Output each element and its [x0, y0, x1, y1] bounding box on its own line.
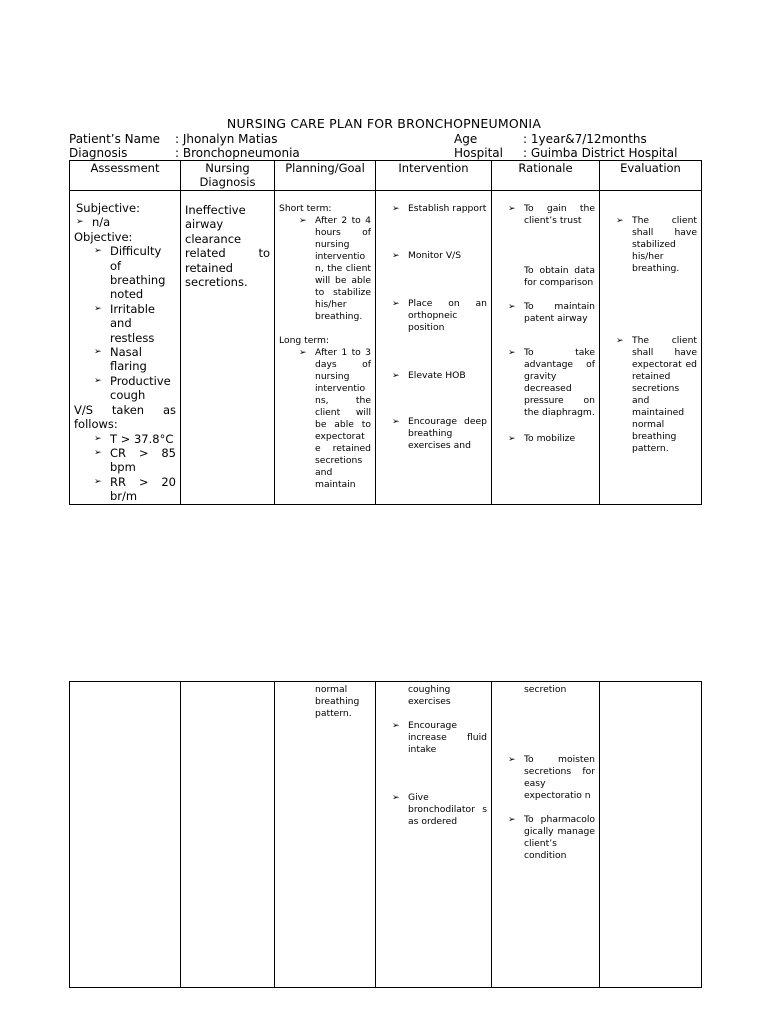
list-item: ➢ CR > 85 bpm: [94, 445, 176, 475]
list-item: ➢ Productive cough: [94, 373, 171, 403]
patient-name-label: Patient’s Name: [69, 132, 161, 146]
evaluation-cell-cont: [600, 682, 702, 988]
intervention-cell: [376, 191, 492, 505]
vs-label: V/S taken as follows:: [74, 402, 176, 432]
planning-cell: [275, 191, 376, 505]
header-rationale: Rationale: [492, 161, 600, 191]
age-value: : 1year&7/12months: [523, 132, 647, 146]
assessment-cell-cont: [70, 682, 181, 988]
list-item: To obtain data for comparison: [524, 265, 595, 288]
list-item: ➢ To take advantage of gravity decreased pressure on the diaphragm.: [508, 347, 595, 418]
evaluation-cell: [600, 191, 702, 505]
list-item: ➢ Irritable and restless: [94, 301, 155, 345]
list-item: ➢ To gain the client’s trust: [508, 203, 595, 226]
list-item: ➢ Difficulty of breathing noted: [94, 244, 166, 302]
list-item: ➢ To maintain patent airway: [508, 301, 595, 324]
diagnosis-value: : Bronchopneumonia: [175, 146, 300, 160]
list-item: ➢ The client shall have stabilized his/her breathing.: [616, 215, 697, 274]
list-item: ➢ Encourage deep breathing exercises and: [392, 416, 487, 451]
hospital-value: : Guimba District Hospital: [523, 146, 678, 160]
header-intervention: Intervention: [376, 161, 492, 191]
long-term-label: Long term:: [279, 335, 330, 346]
list-item: ➢ Monitor V/S: [392, 250, 462, 261]
assessment-cell: [70, 191, 181, 505]
nursing-diagnosis-cell: Ineffective airway clearance related to retained secretions.: [181, 191, 275, 505]
subjective-label: Subjective:: [76, 201, 140, 215]
list-item: ➢ Place on an orthopneic position: [392, 298, 487, 333]
list-item: normal breathing pattern.: [315, 684, 360, 719]
list-item: ➢ Give bronchodilator s as ordered: [392, 792, 487, 827]
intervention-cell-cont: [376, 682, 492, 988]
rationale-cell-cont: [492, 682, 600, 988]
list-item: ➢ Nasal flaring: [94, 345, 147, 374]
header-evaluation: Evaluation: [600, 161, 702, 191]
planning-cell-cont: [275, 682, 376, 988]
list-item: ➢ The client shall have expectorat ed retained secretions and maintained normal breathing pattern.: [616, 335, 697, 454]
list-item: ➢ To mobilize: [508, 433, 576, 444]
header-row: [70, 161, 702, 191]
care-plan-table-page1: [69, 160, 702, 505]
list-item: ➢ T > 37.8°C: [94, 431, 174, 446]
care-plan-table-page2: [69, 681, 702, 988]
list-item: ➢ RR > 20 br/m: [94, 474, 176, 504]
list-item: ➢ Encourage increase fluid intake: [392, 720, 487, 755]
list-item: ➢ After 1 to 3 days of nursing interventio ns, the client will be able to expectorat e retained secretions and maintain: [299, 347, 371, 490]
hospital-label: Hospital: [454, 146, 503, 160]
body-row-page2: [70, 682, 702, 988]
patient-name-value: : Jhonalyn Matias: [175, 132, 278, 146]
list-item: ➢ After 2 to 4 hours of nursing interventio n, the client will be able to stabilize his/her breathing.: [299, 215, 371, 322]
list-item: ➢ Elevate HOB: [392, 370, 466, 381]
list-item: ➢ n/a: [76, 215, 111, 230]
rationale-cell: [492, 191, 600, 505]
header-assessment: Assessment: [70, 161, 181, 191]
short-term-label: Short term:: [279, 203, 332, 214]
diagnosis-label: Diagnosis: [69, 146, 128, 160]
body-row-page1: [70, 191, 702, 505]
list-item: secretion: [524, 684, 567, 695]
nursing-diagnosis-cell-cont: [181, 682, 275, 988]
header-nursing-diagnosis: Nursing Diagnosis: [181, 161, 275, 191]
list-item: ➢ To moisten secretions for easy expectoratio n: [508, 754, 595, 801]
list-item: coughing exercises: [408, 684, 451, 707]
objective-label: Objective:: [74, 229, 133, 244]
list-item: ➢ Establish rapport: [392, 203, 487, 214]
age-label: Age: [454, 132, 478, 146]
list-item: ➢ To pharmacolo gically manage client’s condition: [508, 814, 595, 861]
header-planning: Planning/Goal: [275, 161, 376, 191]
page-title: NURSING CARE PLAN FOR BRONCHOPNEUMONIA: [226, 116, 542, 131]
